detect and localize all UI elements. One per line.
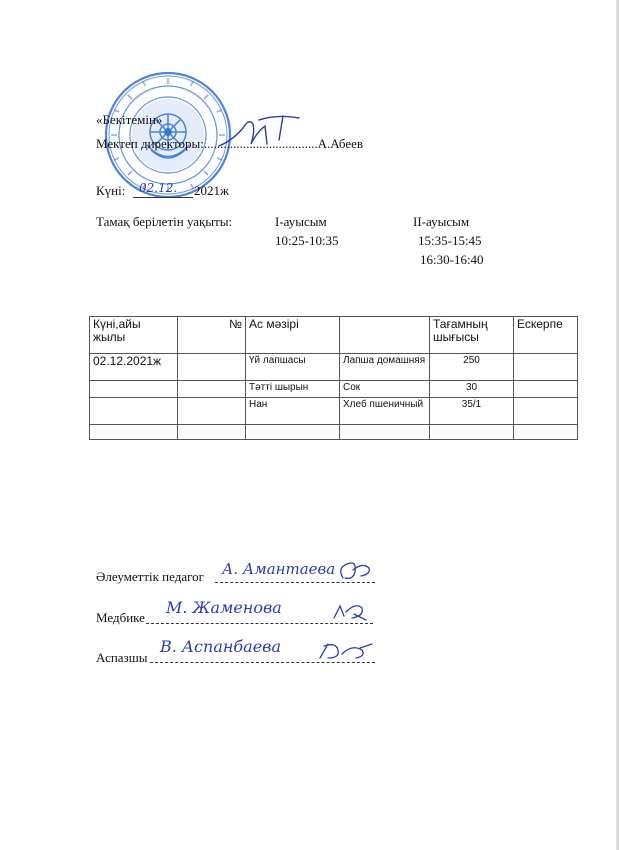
cook-signature-icon: [316, 640, 376, 664]
row-output: 35/1: [430, 398, 514, 425]
row-menu-kz: Нан: [246, 398, 340, 425]
row-menu-kz: [246, 425, 340, 440]
serving-label: Тамақ берілетін уақыты:: [96, 214, 233, 229]
row-number: [178, 381, 246, 398]
date-label: Күні:: [96, 183, 126, 198]
social-pedagog-signature-icon: [335, 558, 375, 584]
shift1-time: 10:25-10:35: [275, 233, 339, 248]
table-row: [90, 354, 578, 381]
row-note: [514, 398, 578, 425]
table-row: [90, 381, 578, 398]
director-signature-icon: [213, 110, 303, 155]
nurse-handwriting: М. Жаменова: [166, 598, 282, 617]
row-number: [178, 425, 246, 440]
table-header-row: [90, 317, 578, 354]
table-row: [90, 398, 578, 425]
menu-table: [89, 316, 578, 440]
shift2-time2: 16:30-16:40: [420, 252, 484, 267]
row-menu-kz: Тәтті шырын: [246, 381, 340, 398]
row-date: 02.12.2021ж: [90, 354, 178, 381]
nurse-label: Медбике: [96, 610, 145, 625]
director-name: А.Абеев: [317, 136, 364, 151]
row-menu-ru: [340, 425, 430, 440]
row-date: [90, 425, 178, 440]
handwritten-date: 02.12.: [139, 181, 178, 195]
header-note: Ескерпе: [514, 317, 578, 354]
header-menu: Ас мәзірі: [246, 317, 340, 354]
row-note: [514, 354, 578, 381]
row-menu-ru: Сок: [340, 381, 430, 398]
cook-handwriting: В. Аспанбаева: [160, 637, 282, 656]
header-menu-ru: [340, 317, 430, 354]
row-output: 250: [430, 354, 514, 381]
director-dots: ...................................: [203, 136, 318, 151]
cook-label: Аспазшы: [96, 650, 148, 665]
shift2-name: ІІ-ауысым: [413, 214, 470, 229]
director-label: Мектеп директоры:: [96, 136, 204, 151]
header-date: Күні,айы жылы: [90, 317, 178, 354]
date-year: 2021ж: [194, 183, 229, 198]
row-menu-kz: Үй лапшасы: [246, 354, 340, 381]
row-number: [178, 354, 246, 381]
row-menu-ru: Хлеб пшеничный: [340, 398, 430, 425]
approval-title: «Бекітемін»: [96, 112, 163, 127]
row-note: [514, 381, 578, 398]
shift1-name: І-ауысым: [275, 214, 327, 229]
social-pedagog-label: Әлеуметтік педагог: [96, 569, 204, 584]
social-pedagog-handwriting: А. Амантаева: [222, 560, 336, 578]
row-date: [90, 381, 178, 398]
date-underline: [133, 181, 193, 198]
nurse-signature-icon: [330, 600, 370, 624]
row-number: [178, 398, 246, 425]
table-row: [90, 425, 578, 440]
date-line: [96, 183, 125, 199]
shift2-time1: 15:35-15:45: [418, 233, 482, 248]
header-output: Тағамның шығысы: [430, 317, 514, 354]
row-date: [90, 398, 178, 425]
header-number: №: [178, 317, 246, 354]
row-output: 30: [430, 381, 514, 398]
row-output: [430, 425, 514, 440]
row-note: [514, 425, 578, 440]
row-menu-ru: Лапша домашняя: [340, 354, 430, 381]
